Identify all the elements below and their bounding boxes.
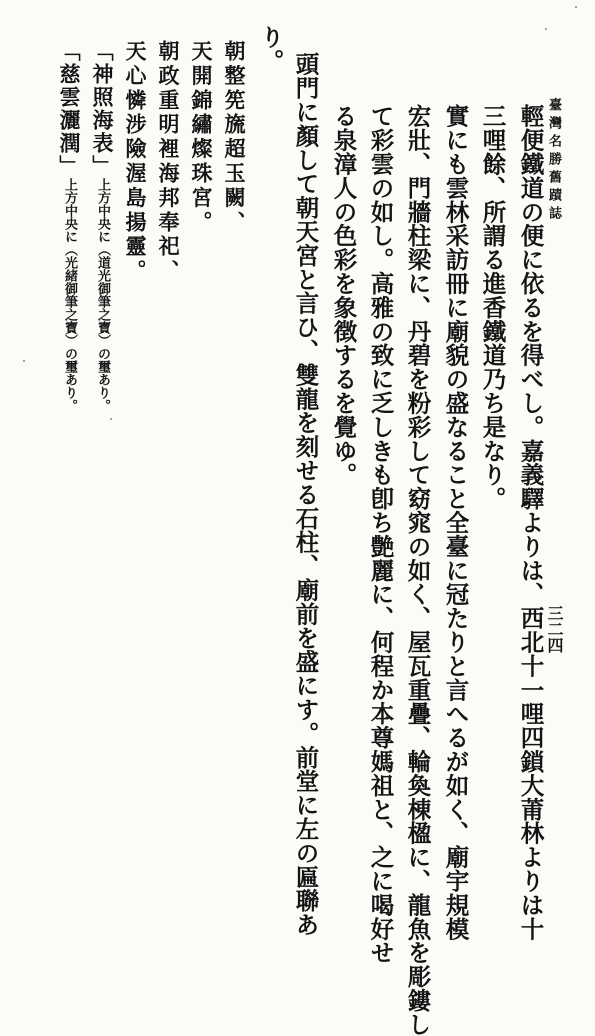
couplet-line: 朝整筅旒超玉闕、 (222, 40, 247, 236)
running-head: 臺灣名勝舊蹟誌 (546, 98, 561, 224)
scan-speck (110, 418, 112, 420)
body-line: 實にも雲林采訪冊に廟貌の盛なること全臺に冠たりと言へるが如く、廟宇規模 (441, 104, 470, 941)
body-line: 宏壯、門牆柱梁に、丹碧を粉彩して窈窕の如く、屋瓦重疊、輪奐棟楹に、龍魚を彫鏤し (403, 104, 432, 1036)
scan-speck (23, 360, 25, 362)
plaque-title: 「慈雲灑潤」 (57, 40, 82, 178)
plaque-annotation: 上方中央に（光緒御筆之寶）の璽あり。 (62, 178, 77, 412)
page-number: 三二四 (545, 605, 564, 653)
scan-speck (575, 6, 577, 8)
body-line: 三哩餘、所謂る進香鐵道乃ち是なり。 (478, 104, 507, 511)
body-line: 輕便鐵道の便に依るを得べし。嘉義驛よりは、西北十一哩四鎖大莆林よりは十 (516, 104, 545, 941)
couplet-line: 天開錦繡燦珠宮。 (189, 40, 214, 236)
plaque-annotation: 上方中央に（道光御筆之寶）の璽あり。 (95, 178, 110, 412)
couplet-line: 天心憐涉險渥島揚靈。 (123, 40, 148, 284)
body-line: 頭門に顏して朝天宮と言ひ、雙龍を刻せる石柱、廟前を盛にす。前堂に左の匾聯あ (291, 52, 320, 937)
plaque-title: 「神照海表」 (90, 40, 115, 178)
plaque-note (59, 40, 80, 412)
body-line: り。 (256, 25, 285, 73)
plaque-note (92, 40, 113, 412)
couplet-line: 朝政重明裡海邦奉祀、 (156, 40, 181, 284)
body-line: て彩雲の如し。高雅の致に乏しきも卽ち艶麗に、何程か本尊媽祖と、之に喝好せ (366, 104, 395, 965)
scan-speck (545, 28, 547, 30)
body-line: る泉漳人の色彩を象徴するを覺ゆ。 (329, 104, 358, 487)
